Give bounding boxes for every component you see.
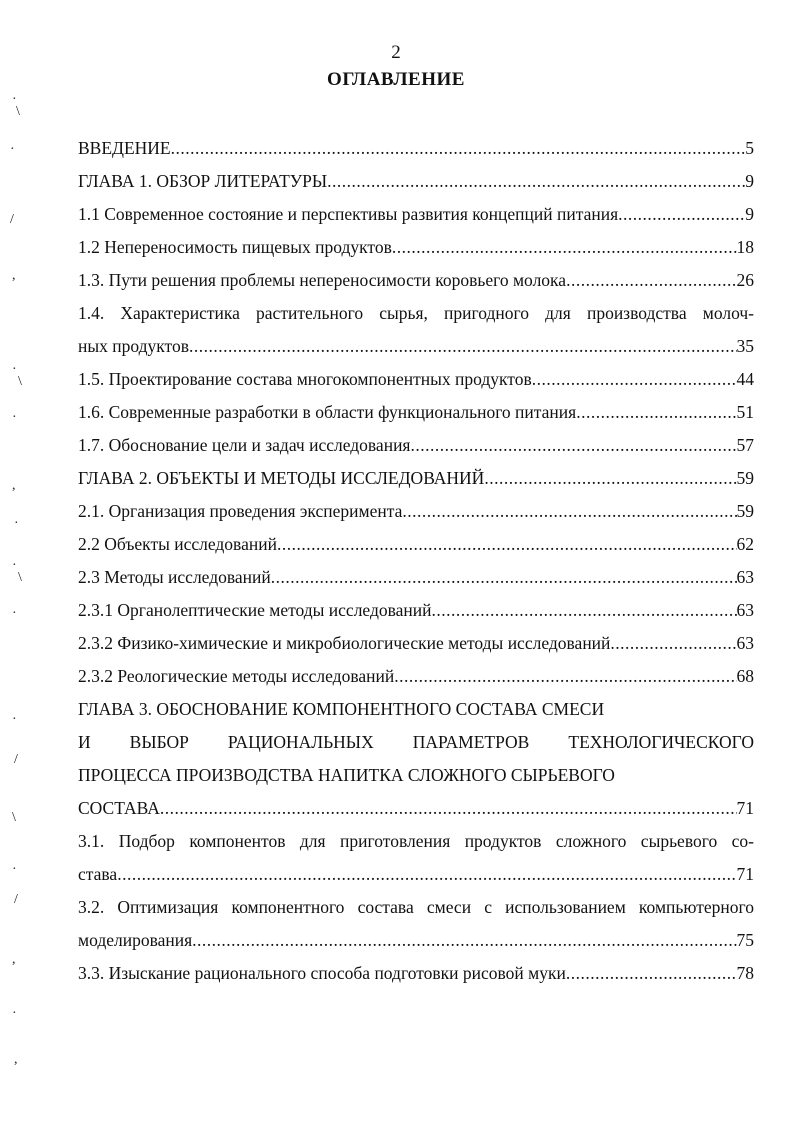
scan-speck: · [12, 712, 17, 727]
scan-speck: , [12, 478, 16, 493]
toc-entry-page: 68 [736, 666, 754, 686]
scan-speck: / [14, 752, 18, 767]
toc-entry[interactable] [78, 363, 754, 396]
toc-entry[interactable] [78, 627, 754, 660]
toc-entry[interactable] [78, 792, 754, 825]
toc-entry[interactable] [78, 198, 754, 231]
toc-entry-label: 1.5. Проектирование состава многокомпонентных продуктов [78, 369, 532, 389]
scan-speck: \ [18, 374, 22, 389]
toc-entry-label: 3.3. Изыскание рационального способа подготовки рисовой муки [78, 963, 566, 983]
toc-entry-page: 59 [736, 501, 754, 521]
toc-entry-label: ГЛАВА 1. ОБЗОР ЛИТЕРАТУРЫ [78, 171, 328, 191]
toc-leader-dots [432, 594, 737, 627]
scan-speck: · [10, 142, 15, 157]
toc-entry-label: 1.7. Обоснование цели и задач исследования [78, 435, 411, 455]
toc-entry-line[interactable]: 3.1. Подбор компонентов для приготовления продуктов сложного сырьевого со- [78, 831, 754, 851]
toc-entry[interactable] [78, 858, 754, 891]
toc-entry[interactable] [78, 462, 754, 495]
scan-speck: / [14, 892, 18, 907]
toc-leader-dots [192, 924, 736, 957]
toc-entry-label: ных продуктов [78, 336, 189, 356]
toc-entry-page: 51 [736, 402, 754, 422]
toc-entry-page: 9 [745, 204, 754, 224]
toc-entry-label: 2.1. Организация проведения эксперимента [78, 501, 403, 521]
toc-title: ОГЛАВЛЕНИЕ [327, 69, 465, 90]
toc-entry-label: става [78, 864, 118, 884]
toc-entry-page: 71 [736, 864, 754, 884]
toc-leader-dots [327, 165, 745, 198]
toc-entry-page: 26 [736, 270, 754, 290]
toc-entry-page: 18 [736, 237, 754, 257]
toc-entry-label: 2.2 Объекты исследований [78, 534, 277, 554]
scan-speck: · [12, 606, 17, 621]
toc-leader-dots [618, 198, 745, 231]
toc-entry-page: 62 [736, 534, 754, 554]
toc-leader-dots [610, 627, 736, 660]
toc-entry-label: 2.3.2 Физико-химические и микробиологические методы исследований [78, 633, 611, 653]
toc-entry-label: СОСТАВА [78, 798, 160, 818]
toc-entry-label: ГЛАВА 2. ОБЪЕКТЫ И МЕТОДЫ ИССЛЕДОВАНИЙ [78, 468, 485, 488]
scan-speck: · [12, 92, 17, 107]
scan-speck: · [12, 362, 17, 377]
toc-entry-label: 1.1 Современное состояние и перспективы развития концепций питания [78, 204, 619, 224]
toc-entry-page: 59 [736, 468, 754, 488]
table-of-contents [78, 132, 754, 990]
scan-speck: , [12, 268, 16, 283]
toc-leader-dots [566, 957, 737, 990]
toc-leader-dots [271, 561, 737, 594]
toc-leader-dots [402, 495, 736, 528]
toc-entry-page: 78 [736, 963, 754, 983]
scan-speck: \ [16, 104, 20, 119]
toc-entry-label: 2.3 Методы исследований [78, 567, 271, 587]
toc-entry-page: 57 [736, 435, 754, 455]
toc-leader-dots [394, 660, 736, 693]
toc-entry[interactable] [78, 396, 754, 429]
scan-speck: · [12, 862, 17, 877]
toc-entry[interactable] [78, 330, 754, 363]
toc-entry-page: 71 [736, 798, 754, 818]
toc-entry-page: 63 [736, 567, 754, 587]
scan-speck: , [14, 1052, 18, 1067]
toc-leader-dots [171, 132, 746, 165]
scan-speck: , [12, 952, 16, 967]
toc-entry-page: 63 [736, 633, 754, 653]
toc-entry[interactable] [78, 561, 754, 594]
toc-entry[interactable] [78, 957, 754, 990]
toc-entry-page: 44 [736, 369, 754, 389]
toc-entry-label: 2.3.1 Органолептические методы исследований [78, 600, 432, 620]
scan-speck: \ [12, 810, 16, 825]
scan-speck: · [12, 410, 17, 425]
toc-entry-label: 2.3.2 Реологические методы исследований [78, 666, 395, 686]
toc-entry-line[interactable]: ГЛАВА 3. ОБОСНОВАНИЕ КОМПОНЕНТНОГО СОСТАВА СМЕСИ [78, 699, 605, 719]
toc-entry-label: 1.3. Пути решения проблемы непереносимости коровьего молока [78, 270, 567, 290]
toc-entry[interactable] [78, 660, 754, 693]
toc-leader-dots [532, 363, 737, 396]
toc-entry-line[interactable]: 1.4. Характеристика растительного сырья, пригодного для производства молоч- [78, 303, 754, 323]
toc-entry[interactable] [78, 495, 754, 528]
toc-entry[interactable] [78, 528, 754, 561]
page-number: 2 [391, 42, 401, 63]
toc-entry[interactable] [78, 231, 754, 264]
toc-entry-line[interactable]: 3.2. Оптимизация компонентного состава смеси с использованием компьютерного [78, 897, 754, 917]
toc-entry-page: 9 [745, 171, 754, 191]
scan-speck: · [14, 516, 19, 531]
toc-leader-dots [484, 462, 736, 495]
toc-entry-label: 1.2 Непереносимость пищевых продуктов [78, 237, 392, 257]
toc-entry[interactable] [78, 264, 754, 297]
toc-leader-dots [189, 330, 737, 363]
scan-speck: · [12, 1006, 17, 1021]
toc-entry-line[interactable]: ПРОЦЕССА ПРОИЗВОДСТВА НАПИТКА СЛОЖНОГО СЫРЬЕВОГО [78, 765, 615, 785]
scan-speck: · [12, 558, 17, 573]
toc-leader-dots [566, 264, 736, 297]
toc-entry-page: 5 [745, 138, 754, 158]
toc-leader-dots [160, 792, 737, 825]
toc-entry-page: 63 [736, 600, 754, 620]
toc-entry[interactable] [78, 165, 754, 198]
scan-margin-marks [0, 0, 40, 1129]
toc-entry-label: моделирования [78, 930, 193, 950]
toc-leader-dots [410, 429, 736, 462]
scan-speck: / [10, 212, 14, 227]
toc-entry[interactable] [78, 429, 754, 462]
toc-entry[interactable] [78, 594, 754, 627]
toc-leader-dots [392, 231, 737, 264]
scan-speck: \ [18, 570, 22, 585]
toc-entry-page: 35 [736, 336, 754, 356]
toc-leader-dots [117, 858, 736, 891]
toc-leader-dots [277, 528, 737, 561]
toc-entry[interactable] [78, 924, 754, 957]
toc-entry-label: 1.6. Современные разработки в области функционального питания [78, 402, 577, 422]
toc-entry-page: 75 [736, 930, 754, 950]
toc-entry-line[interactable]: И ВЫБОР РАЦИОНАЛЬНЫХ ПАРАМЕТРОВ ТЕХНОЛОГИЧЕСКОГО [78, 732, 754, 752]
toc-leader-dots [576, 396, 736, 429]
toc-entry[interactable] [78, 132, 754, 165]
toc-entry-label: ВВЕДЕНИЕ [78, 138, 171, 158]
